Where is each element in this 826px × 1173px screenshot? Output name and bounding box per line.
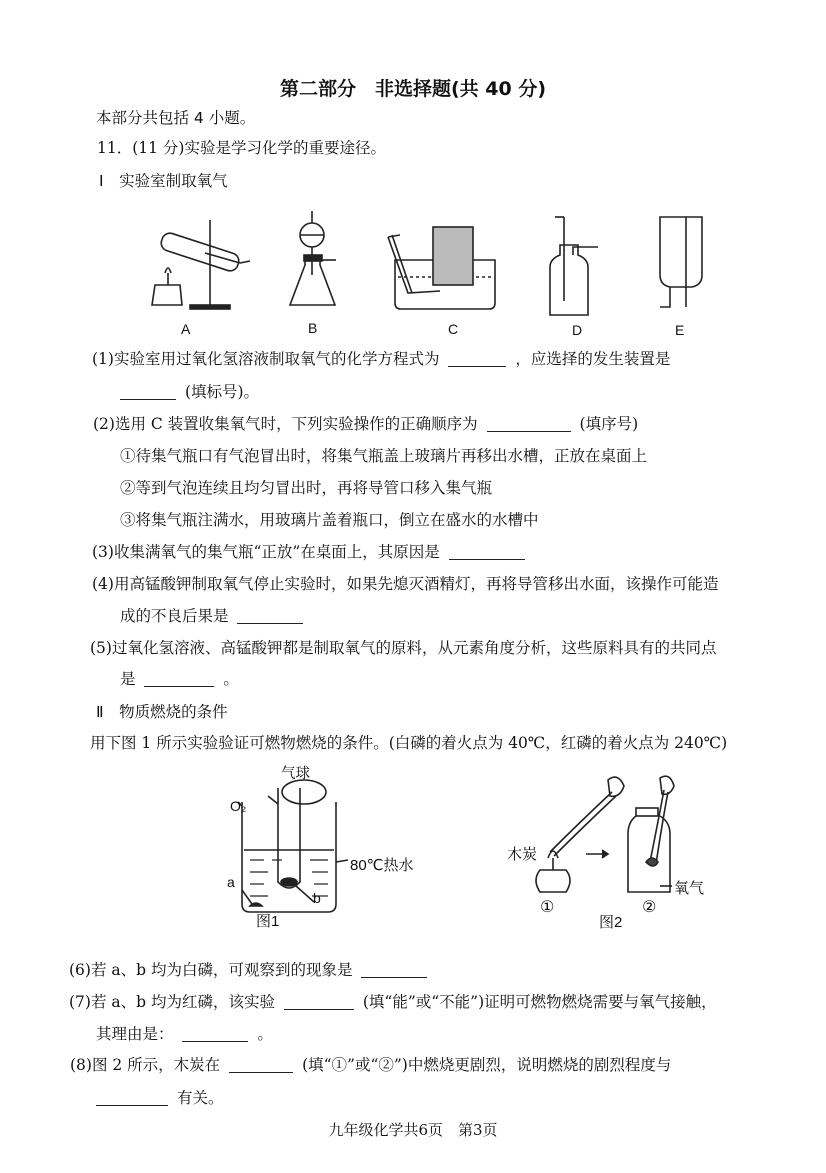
question-11: 11．(11 分)实验是学习化学的重要途径。 [97,139,386,157]
q3-text: (3)收集满氧气的集气瓶“正放”在桌面上，其原因是 [92,543,440,561]
question-3 [92,541,525,563]
section-2-heading: Ⅱ 物质燃烧的条件 [96,703,228,721]
label-b: B [308,320,318,336]
figure-2 [500,762,700,912]
q7-text-a: (7)若 a、b 均为红磷，该实验 [69,993,275,1011]
q2-text: (2)选用 C 装置收集氧气时，下列实验操作的正确顺序为 [93,415,478,433]
page-footer: 九年级化学共6页 第3页 [328,1121,498,1139]
balloon-label: 气球 [281,766,310,782]
q5-text: 是 [120,670,136,688]
q1-equation-blank[interactable] [448,350,506,367]
q2-order-blank[interactable] [487,415,571,432]
q4-text: 成的不良后果是 [120,607,229,625]
operation-2: ②等到气泡连续且均匀冒出时，再将导管口移入集气瓶 [120,479,493,497]
question-4-line1: (4)用高锰酸钾制取氧气停止实验时，如果先熄灭酒精灯，再将导管移出水面，该操作可能造 [92,575,719,593]
figure-2-caption: 图2 [599,914,623,931]
q5-period: 。 [223,670,239,688]
apparatus-d [550,217,598,315]
q8-text-b: (填“①”或“②”)中燃烧更剧烈，说明燃烧的剧烈程度与 [302,1056,672,1074]
q8-setup-blank[interactable] [229,1056,293,1073]
question-5-line2 [120,668,239,690]
section-1-heading: Ⅰ 实验室制取氧气 [99,172,228,190]
q1-text-c: (填标号)。 [184,383,260,401]
question-1-line1 [92,348,670,370]
page-title: 第二部分 非选择题(共 40 分) [279,78,547,100]
oxygen-label: O₂ [230,798,247,814]
question-1-line2 [120,381,259,403]
q8-factor-blank[interactable] [96,1089,168,1106]
setup-2-label: ② [642,899,657,916]
q5-common-blank[interactable] [144,670,214,687]
q2-text-b: (填序号) [579,415,639,433]
point-a-label: a [227,874,235,890]
q8-text-c: 有关。 [176,1089,224,1107]
q1-text-b: ，应选择的发生装置是 [515,350,671,368]
question-2 [93,413,638,435]
q7-text-b: (填“能”或“不能”)证明可燃物燃烧需要与氧气接触， [362,993,717,1011]
q8-text-a: (8)图 2 所示，木炭在 [70,1056,221,1074]
apparatus-a [152,220,250,309]
q6-phenomenon-blank[interactable] [361,961,427,978]
label-a: A [181,321,191,337]
intro-text: 本部分共包括 4 小题。 [96,109,256,127]
apparatus-b [290,211,336,305]
question-7-line2 [96,1023,273,1045]
question-8-line1 [70,1054,671,1076]
label-d: D [572,322,583,338]
setup-1-label: ① [540,899,555,916]
point-b-label: b [313,890,321,906]
apparatus-e [660,217,702,307]
q7-reason-blank[interactable] [182,1025,248,1042]
hot-water-label: 80℃热水 [350,857,414,874]
oxygen-gas-label: 氧气 [674,880,705,897]
q4-consequence-blank[interactable] [237,607,303,624]
apparatus-figure [140,205,730,340]
question-7-line1 [69,991,717,1013]
question-4-line2 [120,605,303,627]
question-8-line2 [96,1087,223,1109]
q7-text-c: 其理由是： [96,1025,174,1043]
figure-intro: 用下图 1 所示实验验证可燃物燃烧的条件。(白磷的着火点为 40℃，红磷的着火点为 240℃) [90,734,728,752]
label-e: E [675,322,685,338]
apparatus-c [388,227,495,309]
q1-apparatus-blank[interactable] [120,383,176,400]
operation-3: ③将集气瓶注满水，用玻璃片盖着瓶口，倒立在盛水的水槽中 [120,511,539,529]
q3-reason-blank[interactable] [449,543,525,560]
charcoal-label: 木炭 [507,846,538,863]
figure-1-caption: 图1 [256,913,280,930]
q7-period: 。 [257,1025,273,1043]
question-6 [69,959,427,981]
alcohol-lamp [536,851,570,892]
label-c: C [448,321,459,337]
q7-can-blank[interactable] [284,993,354,1010]
operation-1: ①待集气瓶口有气泡冒出时，将集气瓶盖上玻璃片再移出水槽，正放在桌面上 [120,447,648,465]
hand-tongs-1 [550,777,624,856]
q6-text: (6)若 a、b 均为白磷，可观察到的现象是 [69,961,353,979]
question-5-line1: (5)过氧化氢溶液、高锰酸钾都是制取氧气的原料，从元素角度分析，这些原料具有的共同点 [90,639,717,657]
q1-text-a: (1)实验室用过氧化氢溶液制取氧气的化学方程式为 [92,350,440,368]
